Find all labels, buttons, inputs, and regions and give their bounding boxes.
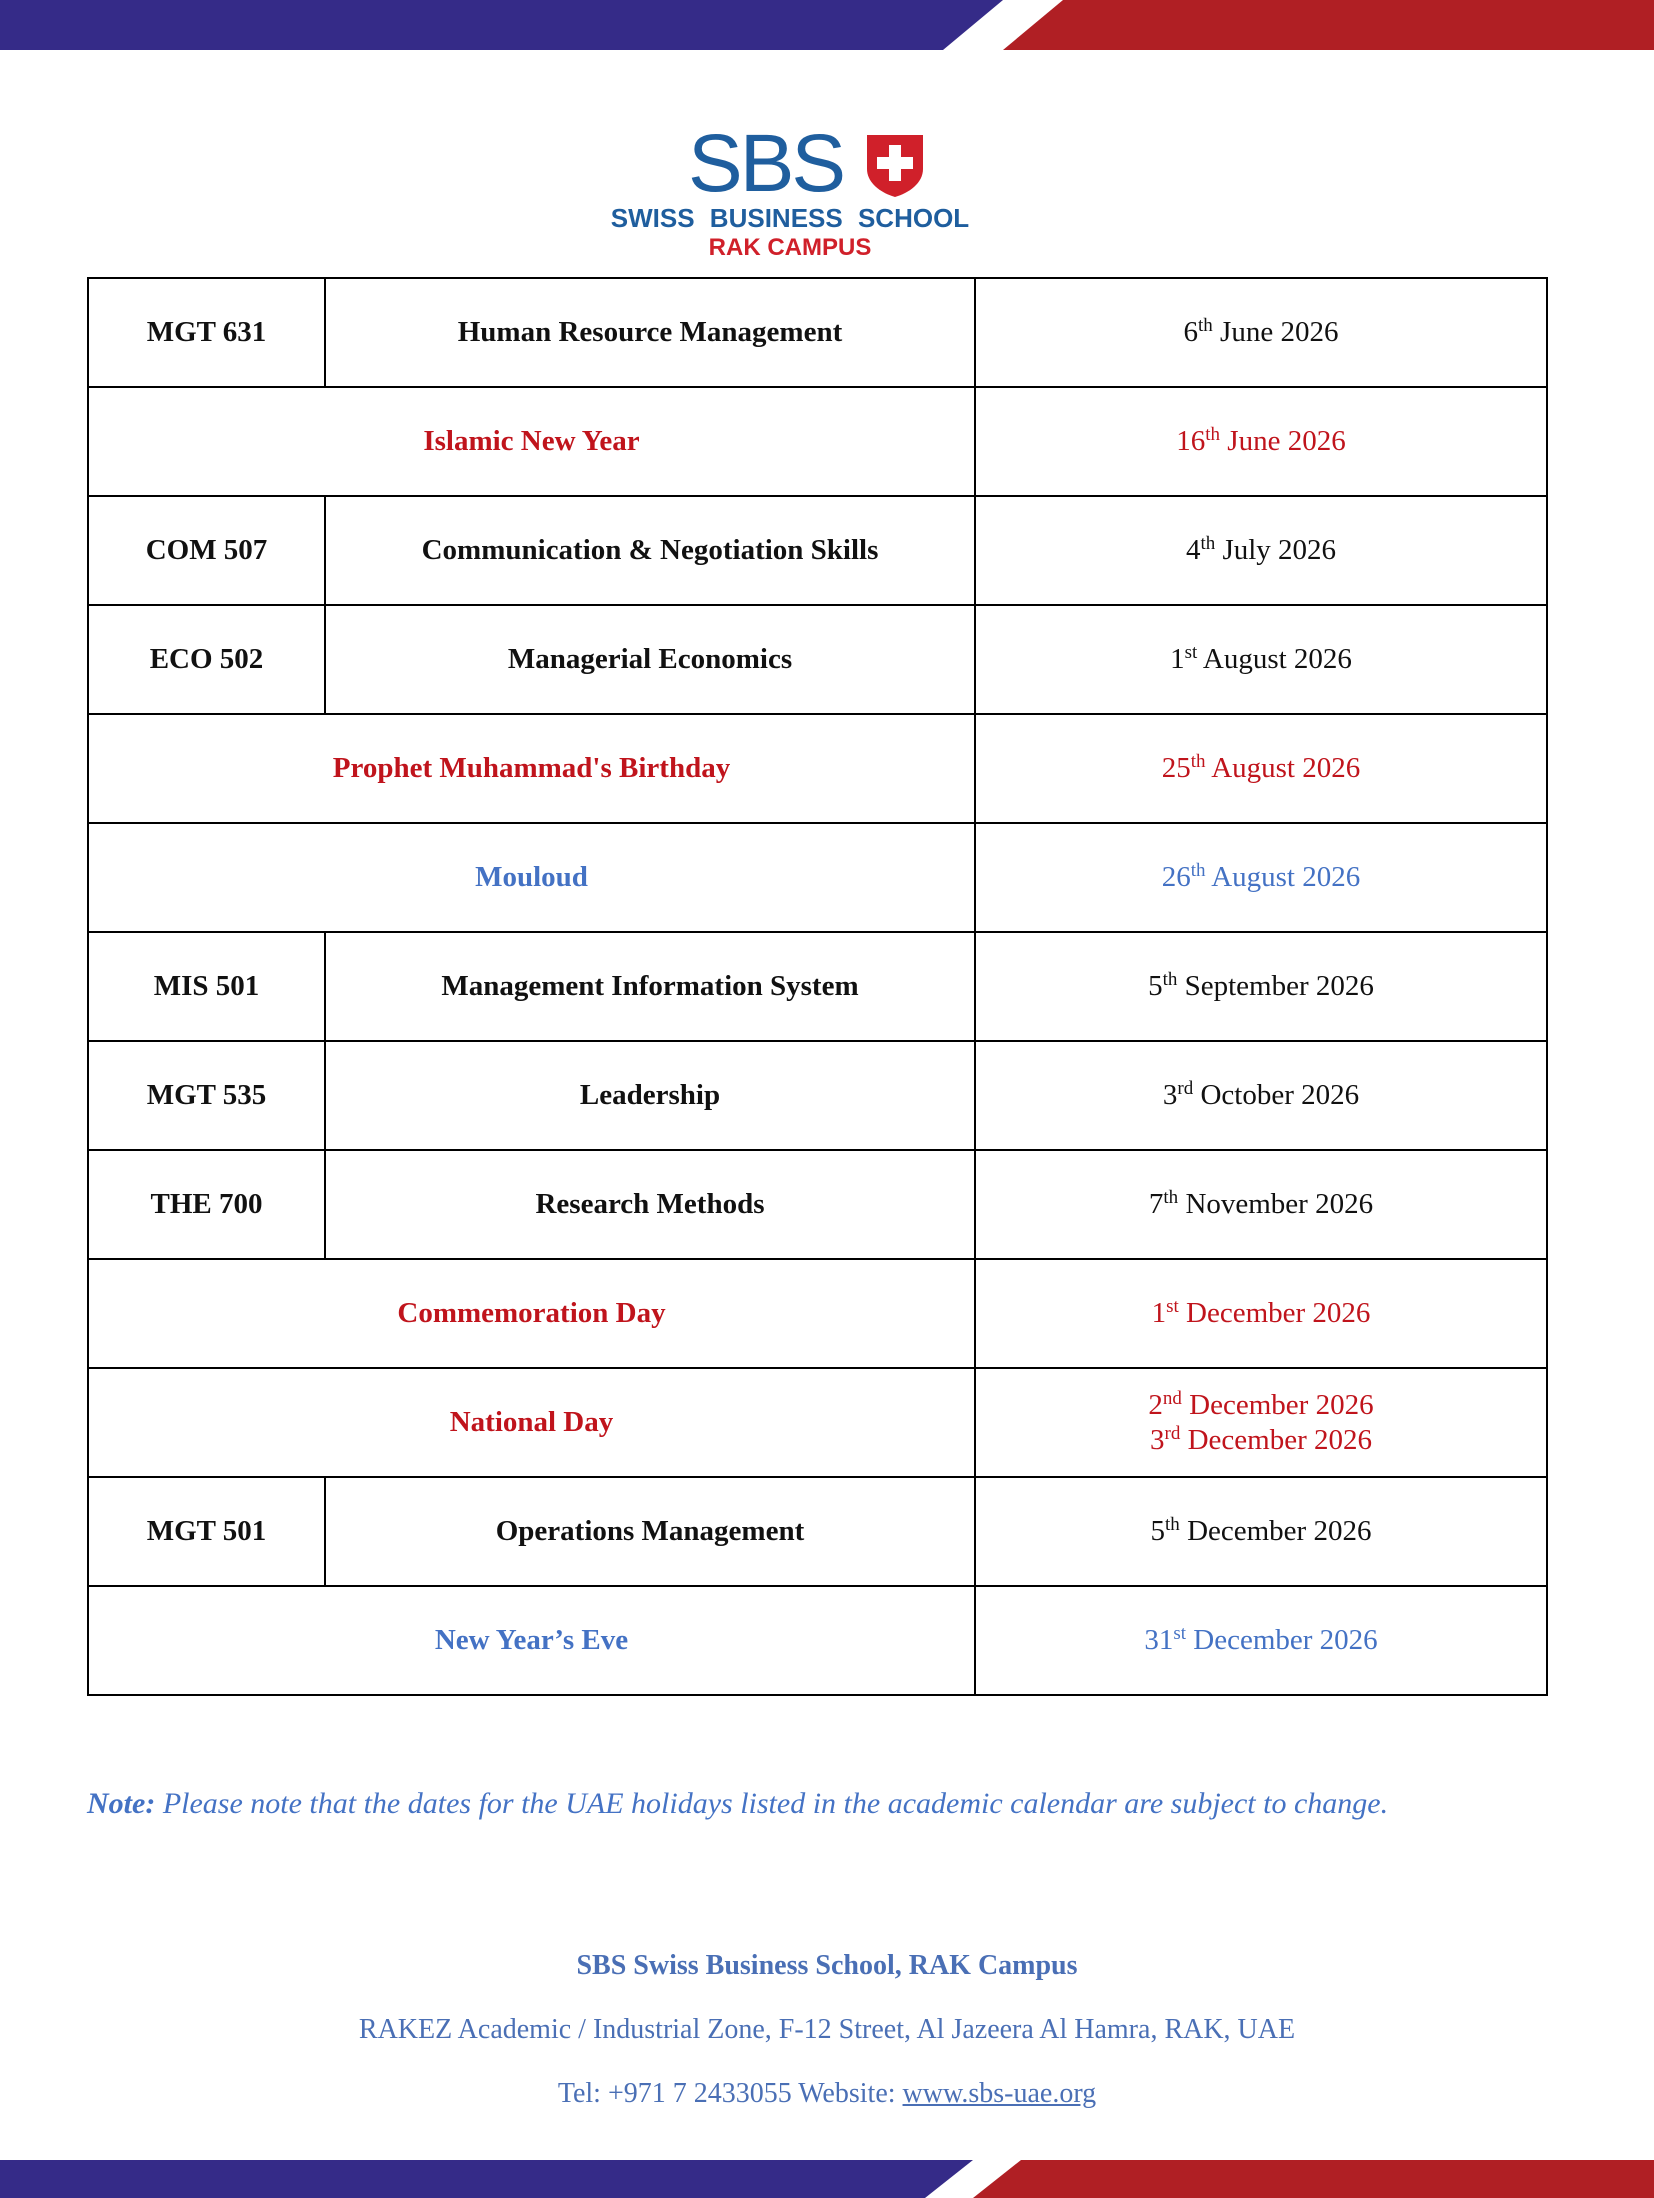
date-line — [976, 642, 1546, 677]
date-ordinal-suffix: rd — [1164, 1422, 1181, 1444]
date-month-year: August 2026 — [1205, 752, 1361, 784]
date-cell — [975, 1368, 1547, 1477]
date-cell — [975, 605, 1547, 714]
date-line — [976, 1388, 1546, 1423]
date-line — [976, 1078, 1546, 1113]
date-day: 5 — [1148, 970, 1163, 1002]
date-day: 1 — [1170, 643, 1185, 675]
date-day: 5 — [1150, 1515, 1166, 1547]
date-month-year: December 2026 — [1178, 1297, 1371, 1329]
date-month-year: November 2026 — [1178, 1188, 1374, 1220]
date-ordinal-suffix: th — [1190, 860, 1206, 881]
date-month-year: June 2026 — [1220, 425, 1346, 457]
date-month-year: December 2026 — [1181, 1388, 1374, 1421]
date-line — [976, 533, 1546, 568]
calendar-row — [88, 1368, 1547, 1477]
footer-website-link[interactable]: www.sbs-uae.org — [902, 2078, 1097, 2109]
logo-mark: SBS — [688, 118, 844, 209]
calendar-row — [88, 1259, 1547, 1368]
date-day: 4 — [1185, 534, 1201, 566]
date-ordinal-suffix: th — [1190, 751, 1206, 772]
date-month-year: September 2026 — [1177, 970, 1374, 1002]
date-ordinal-suffix: th — [1198, 315, 1213, 336]
logo-school-name: SWISS BUSINESS SCHOOL — [610, 203, 970, 233]
course-code: MGT 535 — [88, 1041, 325, 1150]
calendar-row — [88, 1586, 1547, 1695]
date-day: 3 — [1150, 1423, 1165, 1456]
calendar-row — [88, 1150, 1547, 1259]
date-day: 7 — [1148, 1188, 1164, 1220]
course-title: Operations Management — [325, 1477, 975, 1586]
course-title: Communication & Negotiation Skills — [325, 496, 975, 605]
footer-school-name: SBS Swiss Business School, RAK Campus — [576, 1950, 1078, 1981]
footer-contact — [0, 2078, 1654, 2110]
date-month-year: December 2026 — [1180, 1423, 1372, 1456]
calendar-row — [88, 496, 1547, 605]
note-label: Note: — [87, 1787, 156, 1820]
date-day: 3 — [1162, 1079, 1178, 1111]
date-ordinal-suffix: th — [1200, 533, 1216, 554]
course-title: Research Methods — [325, 1150, 975, 1259]
date-cell — [975, 387, 1547, 496]
date-ordinal-suffix: st — [1173, 1623, 1187, 1644]
calendar-row — [88, 1041, 1547, 1150]
date-line — [976, 315, 1546, 350]
date-line — [976, 1187, 1546, 1222]
date-day: 6 — [1183, 316, 1199, 348]
calendar-row — [88, 387, 1547, 496]
academic-calendar-table — [87, 277, 1548, 1696]
holiday-name: Islamic New Year — [88, 387, 975, 496]
date-line — [976, 751, 1546, 786]
date-day: 25 — [1161, 752, 1191, 784]
date-line — [976, 860, 1546, 895]
date-day: 31 — [1144, 1624, 1174, 1656]
date-cell — [975, 1041, 1547, 1150]
calendar-row — [88, 605, 1547, 714]
date-ordinal-suffix: th — [1165, 1514, 1180, 1535]
holiday-name: New Year’s Eve — [88, 1586, 975, 1695]
date-ordinal-suffix: rd — [1177, 1078, 1194, 1099]
footer-phone: Tel: +971 7 2433055 Website: — [557, 2078, 903, 2109]
date-line — [976, 424, 1546, 459]
date-ordinal-suffix: th — [1162, 969, 1178, 990]
date-day: 16 — [1176, 425, 1206, 457]
swiss-cross-shield-icon — [863, 135, 927, 202]
date-cell — [975, 932, 1547, 1041]
calendar-row — [88, 278, 1547, 387]
date-ordinal-suffix: st — [1184, 642, 1198, 663]
date-month-year: August 2026 — [1205, 861, 1361, 893]
date-ordinal-suffix: th — [1163, 1187, 1179, 1208]
holiday-name: Mouloud — [88, 823, 975, 932]
course-title: Human Resource Management — [325, 278, 975, 387]
top-color-band — [0, 0, 1654, 50]
date-line — [976, 1423, 1546, 1458]
date-month-year: June 2026 — [1212, 316, 1339, 348]
course-code: ECO 502 — [88, 605, 325, 714]
holiday-note — [87, 1787, 1587, 1821]
calendar-row — [88, 932, 1547, 1041]
date-cell — [975, 278, 1547, 387]
course-title: Leadership — [325, 1041, 975, 1150]
date-cell — [975, 1586, 1547, 1695]
date-ordinal-suffix: st — [1166, 1296, 1179, 1317]
date-line — [976, 969, 1546, 1004]
footer-address: RAKEZ Academic / Industrial Zone, F-12 Street, Al Jazeera Al Hamra, RAK, UAE — [358, 2014, 1296, 2045]
date-cell — [975, 1259, 1547, 1368]
date-day: 1 — [1151, 1297, 1167, 1329]
date-month-year: July 2026 — [1215, 534, 1337, 566]
date-cell — [975, 1150, 1547, 1259]
note-text: Please note that the dates for the UAE holidays listed in the academic calendar are subject to change. — [155, 1787, 1389, 1820]
holiday-name: National Day — [88, 1368, 975, 1477]
date-cell — [975, 1477, 1547, 1586]
date-line — [976, 1296, 1546, 1331]
date-line — [976, 1623, 1546, 1658]
calendar-row — [88, 714, 1547, 823]
date-cell — [975, 714, 1547, 823]
date-cell — [975, 823, 1547, 932]
date-month-year: August 2026 — [1197, 643, 1352, 675]
date-month-year: December 2026 — [1179, 1515, 1372, 1547]
calendar-row — [88, 823, 1547, 932]
date-month-year: October 2026 — [1193, 1079, 1360, 1111]
date-ordinal-suffix: nd — [1162, 1387, 1182, 1409]
date-ordinal-suffix: th — [1205, 424, 1221, 445]
bottom-color-band — [0, 2160, 1654, 2198]
date-cell — [975, 496, 1547, 605]
date-day: 26 — [1161, 861, 1191, 893]
holiday-name: Commemoration Day — [88, 1259, 975, 1368]
course-code: MGT 501 — [88, 1477, 325, 1586]
calendar-row — [88, 1477, 1547, 1586]
holiday-name: Prophet Muhammad's Birthday — [88, 714, 975, 823]
course-code: MIS 501 — [88, 932, 325, 1041]
course-code: MGT 631 — [88, 278, 325, 387]
logo-campus-name: RAK CAMPUS — [708, 234, 872, 261]
course-code: COM 507 — [88, 496, 325, 605]
school-logo — [560, 118, 1020, 265]
date-line — [976, 1514, 1546, 1549]
date-month-year: December 2026 — [1186, 1624, 1378, 1656]
date-day: 2 — [1148, 1388, 1163, 1421]
course-title: Managerial Economics — [325, 605, 975, 714]
course-title: Management Information System — [325, 932, 975, 1041]
course-code: THE 700 — [88, 1150, 325, 1259]
